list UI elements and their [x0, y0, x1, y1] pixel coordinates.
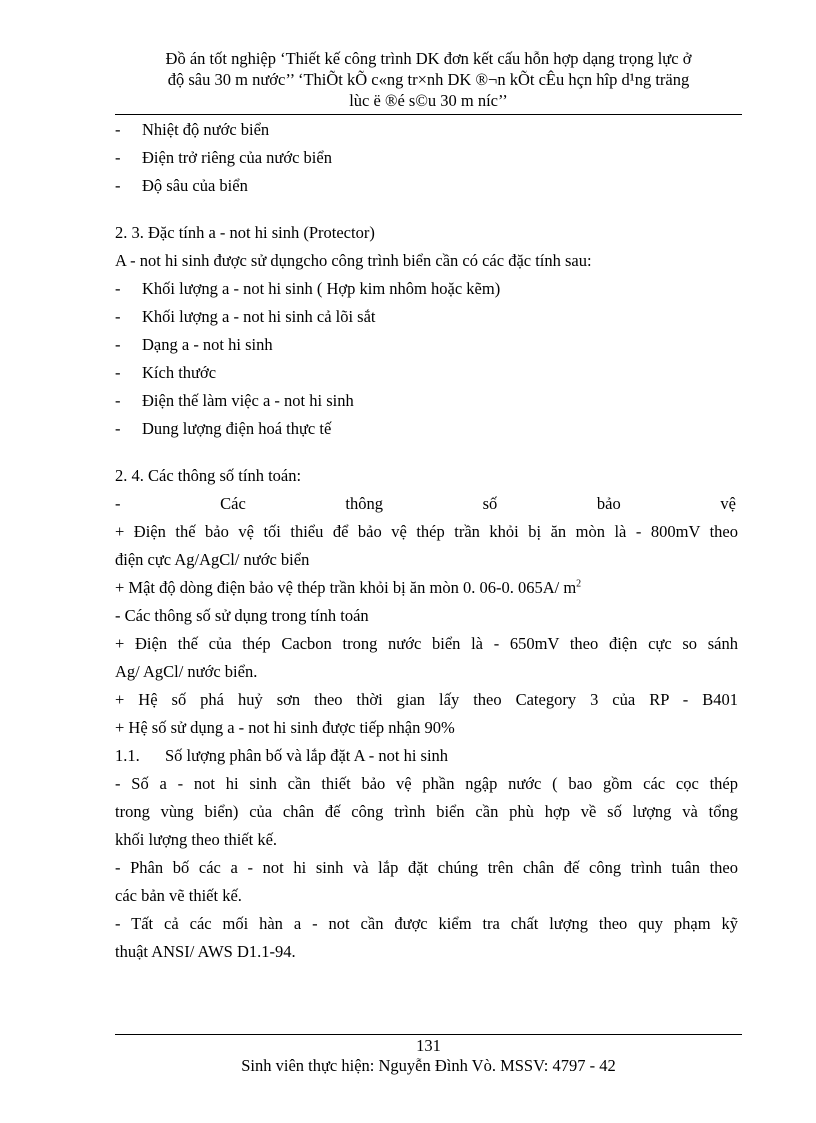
list-item: - Dung lượng điện hoá thực tế	[115, 419, 332, 438]
footer-student: Sinh viên thực hiện: Nguyễn Đình Vò. MSSV: 4797 - 42	[241, 1056, 616, 1075]
paragraph-line: Ag/ AgCl/ nước biển.	[115, 662, 258, 681]
usage-heading: - Các thông số sử dụng trong tính toán	[115, 606, 369, 625]
paragraph-line: điện cực Ag/AgCl/ nước biển	[115, 550, 310, 569]
paragraph-line: trong vùng biển) của chân đế công trình biển cần phù hợp về số lượng và tổng	[115, 802, 738, 821]
list-item: - Độ sâu của biển	[115, 176, 248, 195]
paragraph-line: + Hệ số phá huỷ sơn theo thời gian lấy theo Category 3 của RP - B401	[115, 690, 738, 709]
paragraph-line: các bản vẽ thiết kế.	[115, 886, 242, 905]
section-intro: A - not hi sinh được sử dụngcho công trình biển cần có các đặc tính sau:	[115, 251, 592, 270]
paragraph-line: - Số a - not hi sinh cần thiết bảo vệ phần ngập nước ( bao gồm các cọc thép	[115, 774, 738, 793]
footer-divider	[115, 1034, 742, 1035]
section-heading-2-4: 2. 4. Các thông số tính toán:	[115, 466, 302, 485]
document-body	[115, 116, 738, 966]
current-density-line: + Mật độ dòng điện bảo vệ thép trần khỏi bị ăn mòn 0. 06-0. 065A/ $m^2$	[115, 578, 582, 597]
section-heading-2-3: 2. 3. Đặc tính a - not hi sinh (Protector)	[115, 223, 375, 242]
paragraph-line: + Hệ số sử dụng a - not hi sinh được tiếp nhận 90%	[115, 718, 455, 737]
protection-parameters-line: - Các thông số bảo vệ	[115, 494, 736, 513]
list-item: - Điện trở riêng của nước biển	[115, 148, 332, 167]
paragraph-line: - Phân bố các a - not hi sinh và lắp đặt chúng trên chân đế công trình tuân theo	[115, 858, 738, 877]
header-line-3: lùc ë ®é s©u 30 m níc’’	[349, 91, 508, 110]
section-heading-1-1: 1.1. Số lượng phân bố và lắp đặt A - not hi sinh	[115, 746, 449, 765]
list-item: - Khối lượng a - not hi sinh cả lõi sắt	[115, 307, 376, 326]
header-line-2: độ sâu 30 m nước’’ ‘ThiÕt kÕ c«ng tr×nh DK ®¬n kÕt cÊu hçn hîp d¹ng träng	[167, 70, 690, 89]
header-line-1: Đồ án tốt nghiệp ‘Thiết kế công trình DK đơn kết cấu hỗn hợp dạng trọng lực ở	[165, 49, 692, 68]
page-number: 131	[416, 1036, 441, 1055]
paragraph-line: + Điện thế bảo vệ tối thiểu để bảo vệ thép trần khỏi bị ăn mòn là - 800mV theo	[115, 522, 738, 541]
paragraph-line: thuật ANSI/ AWS D1.1-94.	[115, 942, 296, 961]
list-item: - Khối lượng a - not hi sinh ( Hợp kim nhôm hoặc kẽm)	[115, 279, 501, 298]
header-divider	[115, 114, 742, 115]
list-item: - Dạng a - not hi sinh	[115, 335, 273, 354]
list-item: - Điện thế làm việc a - not hi sinh	[115, 391, 354, 410]
paragraph-line: + Điện thế của thép Cacbon trong nước biển là - 650mV theo điện cực so sánh	[115, 634, 738, 653]
paragraph-line: khối lượng theo thiết kế.	[115, 830, 278, 849]
page-header	[115, 48, 742, 111]
list-item: - Nhiệt độ nước biển	[115, 120, 270, 139]
paragraph-line: - Tất cả các mối hàn a - not cần được kiểm tra chất lượng theo quy phạm kỹ	[115, 914, 738, 933]
list-item: - Kích thước	[115, 363, 217, 382]
